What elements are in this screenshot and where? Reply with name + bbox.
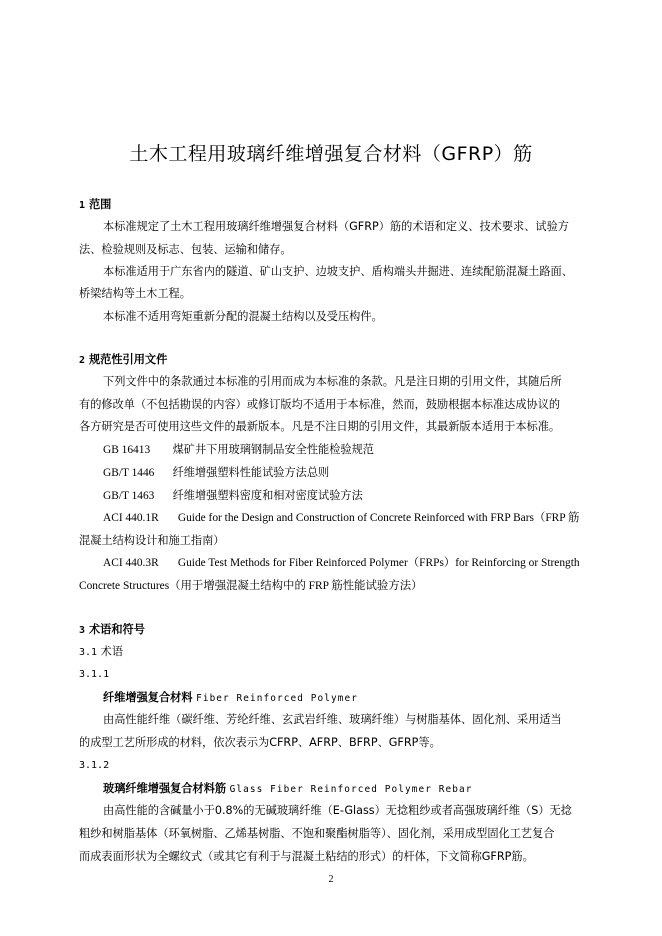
reference-code: ACI 440.1R (103, 512, 159, 524)
term-number: 3.1.1 (79, 669, 110, 680)
paragraph-line: 粗纱和树脂基体（环氧树脂、乙烯基树脂、不饱和聚酯树脂等）、固化剂，采用成型固化工艺复合 (79, 827, 555, 840)
document-title: 土木工程用玻璃纤维增强复合材料（GFRP）筋 (129, 143, 533, 165)
paragraph-line: 各方研究是否可使用这些文件的最新版本。凡是不注日期的引用文件，其最新版本适用于本标准。 (79, 420, 561, 433)
section-3-heading (79, 622, 584, 638)
paragraph-line: 本标准规定了土木工程用玻璃纤维增强复合材料（GFRP）筋的术语和定义、技术要求、试验方 (103, 220, 569, 233)
paragraph-line: 下列文件中的条款通过本标准的引用而成为本标准的条款。凡是注日期的引用文件，其随后所 (103, 375, 562, 388)
paragraph-line: 有的修改单（不包括勘误的内容）或修订版均不适用于本标准，然而，鼓励根据本标准达成协议的 (79, 398, 561, 411)
subsection-heading (79, 644, 584, 660)
reference-item (103, 442, 584, 458)
reference-title: Guide for the Design and Construction of Concrete Reinforced with FRP Bars（FRP 筋 (177, 512, 580, 524)
reference-title: Guide Test Methods for Fiber Reinforced Polymer（FRPs）for Reinforcing or Strength (177, 557, 580, 569)
term-number: 3.1.2 (79, 760, 110, 771)
paragraph-line: 的成型工艺所形成的材料，依次表示为CFRP、AFRP、BFRP、GFRP等。 (79, 736, 441, 749)
term-chinese: 纤维增强复合材料 (103, 691, 193, 704)
section-1-heading (79, 197, 584, 213)
term-english: Fiber Reinforced Polymer (196, 693, 358, 704)
paragraph-line: 由高性能纤维（碳纤维、芳纶纤维、玄武岩纤维、玻璃纤维）与树脂基体、固化剂、采用适当 (103, 713, 562, 726)
subsection-title: 术语 (100, 645, 124, 658)
section-2-number: 2 (79, 355, 86, 366)
section-1-number: 1 (79, 200, 86, 211)
section-3-number: 3 (79, 625, 86, 636)
paragraph-line: 由高性能的含碱量小于0.8%的无碱玻璃纤维（E-Glass）无捻粗纱或者高强玻璃纤维（S）无捻 (103, 804, 572, 817)
term-english: Glass Fiber Reinforced Polymer Rebar (229, 784, 473, 795)
section-2-heading (79, 352, 584, 368)
reference-item (103, 488, 584, 504)
term-chinese: 玻璃纤维增强复合材料筋 (103, 782, 227, 795)
section-2-title: 规范性引用文件 (88, 353, 168, 366)
paragraph-line: 本标准适用于广东省内的隧道、矿山支护、边坡支护、盾构端头井掘进、连续配筋混凝土路面、 (103, 265, 573, 278)
reference-code: GB/T 1446 (103, 467, 155, 479)
subsection-number: 3.1 (79, 647, 98, 658)
reference-code: ACI 440.3R (103, 557, 159, 569)
section-1-title: 范围 (88, 198, 112, 211)
paragraph-line: 法、检验规则及标志、包装、运输和储存。 (79, 243, 292, 256)
page-number: 2 (328, 874, 334, 885)
reference-title: 纤维增强塑料性能试验方法总则 (172, 466, 330, 479)
reference-title: 煤矿井下用玻璃钢制品安全性能检验规范 (172, 443, 374, 456)
term-heading (103, 781, 584, 797)
reference-item (103, 511, 584, 526)
reference-code: GB/T 1463 (103, 490, 155, 502)
term-heading (103, 690, 584, 706)
reference-continuation: 混凝土结构设计和施工指南） (79, 534, 225, 547)
paragraph-line: 而成表面形状为全螺纹式（或其它有利于与混凝土粘结的形式）的杆体，下文简称GFRP筋。 (79, 850, 534, 863)
reference-continuation: Concrete Structures（用于增强混凝土结构中的 FRP 筋性能试验方法） (79, 580, 423, 592)
section-3-title: 术语和符号 (88, 623, 145, 636)
reference-item (103, 556, 584, 571)
paragraph-line: 本标准不适用弯矩重新分配的混凝土结构以及受压构件。 (103, 310, 383, 323)
reference-code: GB 16413 (103, 444, 151, 456)
reference-item (103, 465, 584, 481)
paragraph-line: 桥梁结构等土木工程。 (79, 287, 191, 300)
reference-title: 纤维增强塑料密度和相对密度试验方法 (172, 489, 363, 502)
